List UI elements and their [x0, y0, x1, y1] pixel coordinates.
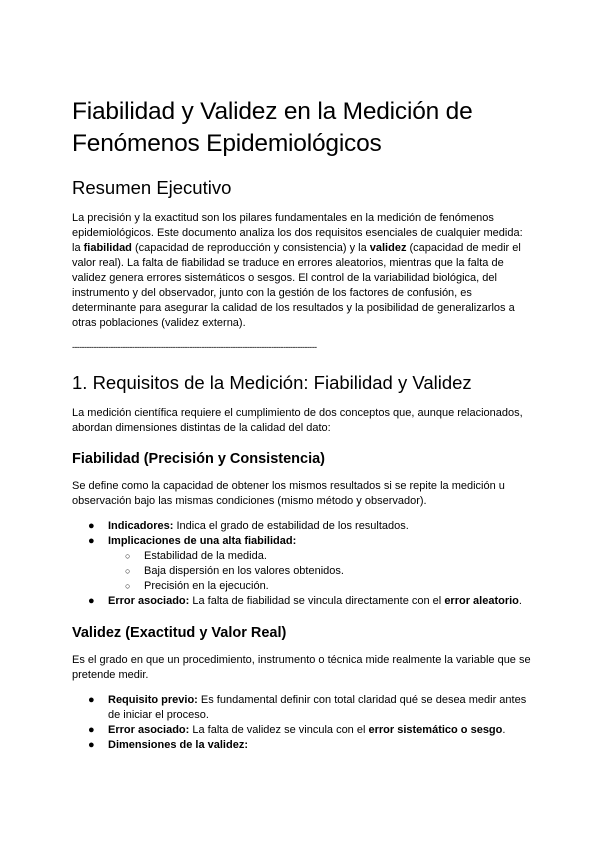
- sub-list-item: [72, 579, 532, 594]
- fiabilidad-heading: Fiabilidad (Precisión y Consistencia): [72, 451, 326, 467]
- summary-bold-validez: validez: [369, 242, 407, 254]
- summary-text-3: (capacidad de medir el valor real). La falta de fiabilidad se traduce en errores aleatorios, mientras que la falta de validez genera errores sistemáticos o sesgos. El control de la variabilidad biológica, del instrumento y del observador, junto con la gestión de los factores de confusión, es determinante para asegurar la calidad de los resultados y la posibilidad de generalizarlos a otras poblaciones (validez externa).: [72, 242, 521, 329]
- bullet-icon: ●: [88, 724, 95, 736]
- bullet-bold-term: error sistemático o sesgo: [368, 724, 503, 736]
- validez-heading: Validez (Exactitud y Valor Real): [72, 625, 287, 641]
- sub-list-item: [72, 564, 532, 579]
- sub-bullet-icon: ○: [125, 566, 131, 576]
- bullet-label: Implicaciones de una alta fiabilidad:: [108, 535, 297, 547]
- sub-item-text: Precisión en la ejecución.: [144, 580, 269, 592]
- bullet-text: La falta de validez se vincula con el: [189, 724, 369, 736]
- document-title: Fiabilidad y Validez en la Medición de Fenómenos Epidemiológicos: [72, 98, 473, 157]
- bullet-icon: ●: [88, 535, 95, 547]
- bullet-label: Indicadores:: [108, 520, 174, 532]
- bullet-icon: ●: [88, 694, 95, 706]
- summary-text-1: La precisión y la exactitud son los pilares fundamentales en la medición de fenómenos epidemiológicos. Este documento analiza los dos requisitos esenciales de cualquier medida: la: [72, 212, 523, 254]
- list-item: [72, 534, 532, 549]
- bullet-icon: ●: [88, 595, 95, 607]
- summary-heading: Resumen Ejecutivo: [72, 177, 232, 198]
- list-item: [72, 723, 532, 738]
- summary-paragraph: [72, 211, 532, 331]
- sub-list-container: [72, 549, 532, 594]
- list-item: [72, 519, 532, 534]
- validez-intro: Es el grado en que un procedimiento, instrumento o técnica mide realmente la variable que se pretende medir.: [72, 654, 531, 681]
- sub-bullet-icon: ○: [125, 551, 131, 561]
- section1-heading: 1. Requisitos de la Medición: Fiabilidad y Validez: [72, 372, 472, 393]
- fiabilidad-sub-list: [72, 549, 532, 594]
- summary-text-2: (capacidad de reproducción y consistencia) y la: [131, 242, 370, 254]
- fiabilidad-list: [72, 519, 532, 609]
- sub-list-item: [72, 549, 532, 564]
- summary-bold-fiabilidad: fiabilidad: [83, 242, 132, 254]
- bullet-text: La falta de fiabilidad se vincula directamente con el: [189, 595, 445, 607]
- bullet-label: Requisito previo:: [108, 694, 198, 706]
- bullet-label: Error asociado:: [108, 595, 190, 607]
- bullet-icon: ●: [88, 739, 95, 751]
- bullet-label: Dimensiones de la validez:: [108, 739, 248, 751]
- horizontal-separator: ------------------------------------------------------------------------------------------------------: [72, 342, 317, 352]
- bullet-text: Es fundamental definir con total claridad qué se desea medir antes de iniciar el proceso.: [108, 694, 527, 721]
- validez-list: [72, 693, 532, 753]
- list-item: [72, 738, 532, 753]
- bullet-text: Indica el grado de estabilidad de los resultados.: [173, 520, 409, 532]
- list-item: [72, 693, 532, 723]
- sub-item-text: Baja dispersión en los valores obtenidos.: [144, 565, 344, 577]
- bullet-end: .: [518, 595, 522, 607]
- bullet-label: Error asociado:: [108, 724, 190, 736]
- list-item: [72, 594, 532, 609]
- section1-intro: La medición científica requiere el cumplimiento de dos conceptos que, aunque relacionados, abordan dimensiones distintas de la calidad del dato:: [72, 407, 523, 434]
- bullet-bold-term: error aleatorio: [444, 595, 519, 607]
- bullet-end: .: [502, 724, 506, 736]
- fiabilidad-intro: Se define como la capacidad de obtener los mismos resultados si se repite la medición u observación bajo las mismas condiciones (mismo método y observador).: [72, 480, 505, 507]
- sub-item-text: Estabilidad de la medida.: [144, 550, 267, 562]
- sub-bullet-icon: ○: [125, 581, 131, 591]
- bullet-icon: ●: [88, 520, 95, 532]
